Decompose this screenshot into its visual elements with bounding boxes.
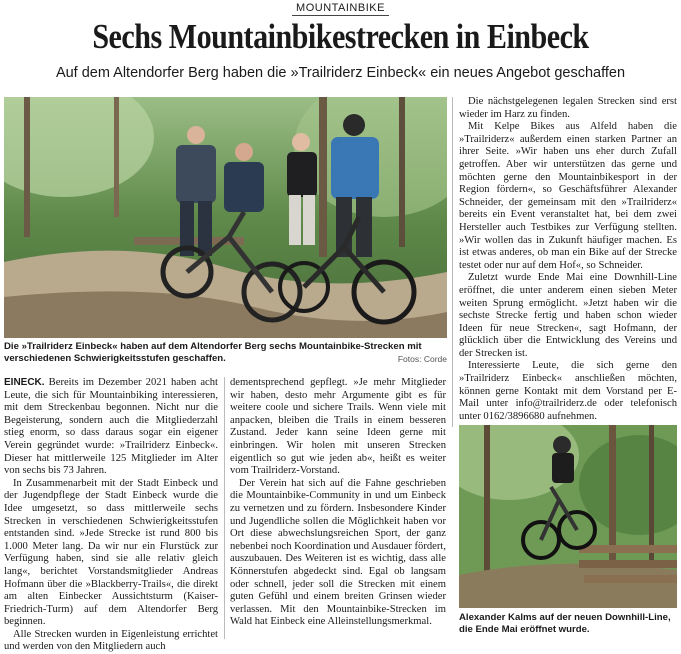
main-photo-caption-text: Die »Trailriderz Einbeck« haben auf dem Altendorfer Berg sechs Mountainbike-Strecken mit verschiedenen Schwierigkeitsstufen geschaffen. <box>4 341 422 364</box>
article-paragraph: dementsprechend gepflegt. »Je mehr Mitglieder wir haben, desto mehr Argumente gibt es für weitere coole und sichere Trails. Wenn viele mit anpacken, bleiben die Trails in einem besseren Zustand. Jeder kann seine Ideen gerne mit einbringen. Wir holen mit unseren Strecken eigentlich so gut wie jeden ab«, heißt es weiter vom Trailriderz-Vorstand. <box>230 377 446 477</box>
article-paragraph: EINECK. Bereits im Dezember 2021 haben acht Leute, die sich für Mountainbiking interessieren, mit dem Streckenbau begonnen. Nicht nur die Begeisterung, sondern auch die Mitgliederzahl stieg enorm, so dass daraus sogar ein eigener Verein gegründet wurde: »Trailriderz Einbeck«. Dieser hat mittlerweile 125 Mitglieder im Alter von sechs bis 73 Jahren. <box>4 377 218 477</box>
column-divider <box>452 97 453 427</box>
section-kicker: MOUNTAINBIKE <box>0 2 681 14</box>
article-paragraph: Mit Kelpe Bikes aus Alfeld haben die »Trailriderz« außerdem einen starken Partner an ihrer Seite. »Wir haben uns eher durch Zufall getroffen. Aber wir unterstützen das gerne und möchten gerne den Mountainbikesport in der Region fördern«, so Geschäftsführer Alexander Schneider, der gemeinsam mit den »Trailriderz« bereits ein Event veranstaltet hat, bei dem zwei Hersteller auch Testbikes zur Verfügung stellten. »Wir wollen das in Zukunft häufiger machen. Es ist etwas anderes, ob man ein Bike auf der Strecke testet oder nur auf dem Hof«, so Schneider. <box>459 121 677 271</box>
side-photo <box>459 425 677 608</box>
article-paragraph: In Zusammenarbeit mit der Stadt Einbeck und der Jugendpflege der Stadt Einbeck wurde die Idee umgesetzt, so dass mittlerweile sechs Strecken in verschiedenen Schwierigkeitsstufen entstanden sind. »Jede Strecke ist rund 800 bis 1.000 Meter lang. Da wir nur ein Flurstück zur Verfügung haben, sind sie alle relativ gleich lang«, berichtet Vorstandsmitglieder Andreas Hofmann über die »Blackberry-Trails«, die direkt am alten Einbecker Aussichtsturm (Kaiser-Friedrich-Turm) auf dem Altendorfer Berg beginnen. <box>4 477 218 628</box>
main-photo-caption <box>4 341 447 365</box>
article-column-3 <box>459 96 677 422</box>
article-paragraph: Die nächstgelegenen legalen Strecken sind erst wieder im Harz zu finden. <box>459 96 677 120</box>
article-headline: Sechs Mountainbikestrecken in Einbeck <box>92 17 589 56</box>
article-column-1 <box>4 377 218 653</box>
side-photo-caption: Alexander Kalms auf der neuen Downhill-Line, die Ende Mai eröffnet wurde. <box>459 612 671 635</box>
article-paragraph: Interessierte Leute, die sich gerne den »Trailriderz Einbeck« anschließen möchten, können gerne Kontakt mit dem Vorstand per E-Mail unter info@trailriderz.de oder telefonisch unter 0162/3896680 aufnehmen. <box>459 360 677 422</box>
article-paragraph: Zuletzt wurde Ende Mai eine Downhill-Line eröffnet, die unter anderem einen sieben Meter weiten Sprung ermöglicht. »Jetzt haben wir die sechste Strecke fertig und haben schon wieder Ideen für neue Strecken«, sagt Hofmann, der glücklich über die Entwicklung des Vereins und der Strecken ist. <box>459 272 677 359</box>
main-photo <box>4 97 447 338</box>
dateline: EINECK. <box>4 377 45 388</box>
article-column-2 <box>230 377 446 641</box>
article-paragraph: Alle Strecken wurden in Eigenleistung errichtet und werden von den Mitgliedern auch <box>4 628 218 653</box>
article-paragraph: Der Verein hat sich auf die Fahne geschrieben die Mountainbike-Community in und um Einbeck zu vernetzen und zu fördern. Insbesondere Kinder und Jugendliche sollen die Möglichkeit haben vor Ort diese abwechslungsreichen Sport, der ganz nebenbei noch Koordination und Ausdauer fördert, auszubauen. Des Weiteren ist es wichtig, dass alle Könnerstufen abgedeckt sind. Egal ob langsam oder schnell, jeder soll die Strecken mit einem guten Gefühl und einem breiten Grinsen wieder verlassen. Mit den Mountainbike-Strecken im Wald hat Einbeck eine Alleinstellungsmerkmal. <box>230 477 446 628</box>
column-divider <box>224 377 225 639</box>
article-subhead: Auf dem Altendorfer Berg haben die »Trailriderz Einbeck« ein neues Angebot geschaffen <box>55 65 626 81</box>
photo-credit: Fotos: Corde <box>397 354 447 364</box>
